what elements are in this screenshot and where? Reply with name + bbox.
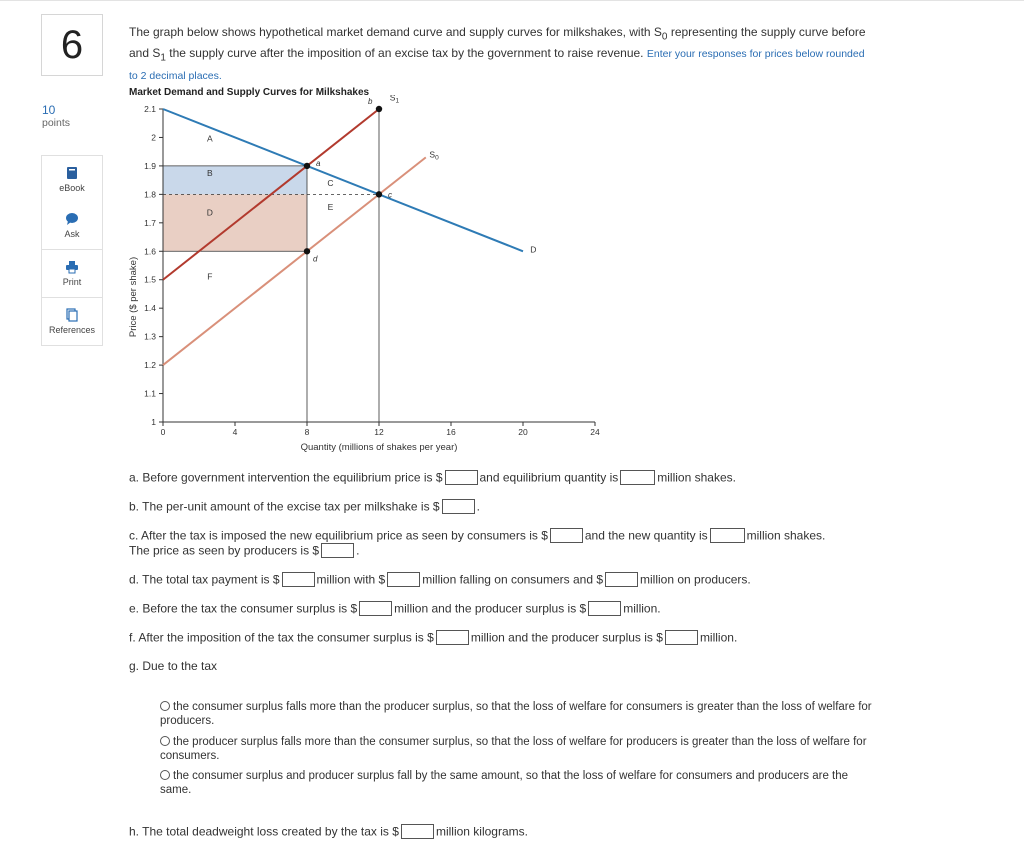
point-label-c: c <box>388 190 392 200</box>
question-e <box>129 601 661 618</box>
point-c <box>376 191 382 197</box>
question-c-text-2: and the new quantity is <box>584 528 708 543</box>
area-label-d: D <box>206 207 213 218</box>
documents-icon <box>65 308 79 322</box>
question-c-text-3: million shakes. <box>746 528 826 543</box>
intro-text-2: representing the supply curve before and S <box>129 25 866 61</box>
references-button[interactable] <box>41 298 103 346</box>
question-d-text-3: million falling on consumers and $ <box>422 572 603 587</box>
y-tick-label: 1.1 <box>144 388 156 399</box>
y-tick-label: 1.8 <box>144 189 156 200</box>
x-tick-label: 12 <box>374 427 384 437</box>
question-a-text-3: million shakes. <box>657 470 736 485</box>
point-d <box>304 248 310 254</box>
intro-sub-0: 0 <box>661 31 668 43</box>
option-3-radio[interactable] <box>160 770 170 780</box>
tax-on-consumers-input[interactable] <box>387 572 420 587</box>
x-tick-label: 8 <box>304 427 310 437</box>
option-1-text: the consumer surplus falls more than the producer surplus, so that the loss of welfare for consumers is greater than the loss of welfare for producers. <box>160 701 872 727</box>
question-d <box>129 572 751 589</box>
question-e-text-1: e. Before the tax the consumer surplus is $ <box>129 601 358 616</box>
points-label: points <box>42 117 71 129</box>
ask-button[interactable] <box>41 202 103 250</box>
print-button[interactable] <box>41 250 103 298</box>
area-label-e: E <box>327 202 334 213</box>
question-g <box>129 659 217 674</box>
points-value: 10 <box>42 103 56 117</box>
question-a <box>129 470 736 487</box>
x-tick-label: 24 <box>590 427 600 437</box>
question-h-text-1: h. The total deadweight loss created by the tax is $ <box>129 824 399 839</box>
area-label-a: A <box>206 133 213 144</box>
option-2[interactable] <box>160 735 880 763</box>
option-1[interactable] <box>160 700 880 728</box>
intro-sub-1: 1 <box>160 52 166 64</box>
question-g-text: g. Due to the tax <box>129 659 218 673</box>
x-tick-label: 16 <box>446 427 456 437</box>
y-tick-label: 2 <box>151 132 156 143</box>
y-tick-label: 2.1 <box>144 104 156 114</box>
y-tick-label: 1.4 <box>144 303 156 314</box>
chart-title: Market Demand and Supply Curves for Milkshakes <box>129 87 370 98</box>
cs-before-input[interactable] <box>359 601 392 616</box>
curve-label-subscript: 1 <box>395 97 400 105</box>
deadweight-loss-input[interactable] <box>401 824 434 839</box>
question-b-text-2: . <box>476 499 480 514</box>
y-tick-label: 1.2 <box>144 360 156 371</box>
ask-label: Ask <box>64 229 80 239</box>
option-2-text: the producer surplus falls more than the consumer surplus, so that the loss of welfare for producers is greater than the loss of welfare for consumers. <box>160 736 867 762</box>
supply-demand-chart <box>120 95 620 457</box>
point-b <box>376 106 382 112</box>
option-2-radio[interactable] <box>160 736 170 746</box>
equilibrium-price-input[interactable] <box>445 470 478 485</box>
area-label-c: C <box>327 177 334 188</box>
x-tick-label: 20 <box>518 427 528 437</box>
question-f-text-1: f. After the imposition of the tax the consumer surplus is $ <box>129 630 434 645</box>
y-tick-label: 1.6 <box>144 246 156 257</box>
references-label: References <box>48 325 96 335</box>
point-label-b: b <box>368 97 373 106</box>
question-f-text-2: million and the producer surplus is $ <box>470 630 663 645</box>
y-tick-label: 1.3 <box>144 331 156 342</box>
ps-before-input[interactable] <box>588 601 621 616</box>
question-number: 6 <box>60 22 84 67</box>
consumer-price-input[interactable] <box>550 528 583 543</box>
question-c-producer <box>129 543 359 560</box>
question-c-text-5: . <box>356 543 360 558</box>
ebook-button[interactable] <box>41 155 103 203</box>
new-quantity-input[interactable] <box>710 528 745 543</box>
book-icon <box>65 166 79 180</box>
option-3[interactable] <box>160 769 880 797</box>
question-f-text-3: million. <box>699 630 738 645</box>
question-d-text-2: million with $ <box>316 572 386 587</box>
question-e-text-2: million and the producer surplus is $ <box>394 601 587 616</box>
curve-label-s0: $S_0$ <box>429 149 439 162</box>
question-b <box>129 499 480 516</box>
ebook-label: eBook <box>59 182 85 193</box>
shaded-region-1 <box>163 166 307 194</box>
question-e-text-3: million. <box>623 601 661 616</box>
intro-text-1: The graph below shows hypothetical market demand curve and supply curves for milkshakes, with S <box>129 25 662 39</box>
question-d-text-1: d. The total tax payment is $ <box>129 572 280 587</box>
area-label-f: F <box>207 271 213 282</box>
area-label-b: B <box>206 167 213 178</box>
point-label-a: a <box>316 158 321 168</box>
chat-bubble-icon <box>65 212 79 226</box>
question-number-box <box>41 14 103 76</box>
excise-tax-input[interactable] <box>442 499 475 514</box>
curve-label-d: D <box>530 244 537 255</box>
printer-icon <box>65 260 79 274</box>
top-divider <box>0 0 1024 1</box>
intro-text-3: the supply curve after the imposition of an excise tax by the government to raise revenue. <box>165 46 647 61</box>
x-tick-label: 4 <box>232 427 238 437</box>
question-f <box>129 630 737 647</box>
y-tick-label: 1 <box>151 417 156 427</box>
ps-after-input[interactable] <box>665 630 698 645</box>
y-tick-label: 1.5 <box>144 274 156 285</box>
question-c-text-4: The price as seen by producers is $ <box>129 543 320 558</box>
question-a-text-1: a. Before government intervention the equilibrium price is $ <box>129 470 443 485</box>
question-h <box>129 824 528 841</box>
point-label-d: d <box>313 254 318 264</box>
x-tick-label: 0 <box>160 427 166 437</box>
tax-on-producers-input[interactable] <box>605 572 638 587</box>
y-tick-label: 1.9 <box>144 160 156 171</box>
total-tax-input[interactable] <box>282 572 315 587</box>
intro-note: Enter your responses for prices below rounded to 2 decimal places. <box>129 48 865 82</box>
question-c-text-1: c. After the tax is imposed the new equilibrium price as seen by consumers is $ <box>129 528 548 543</box>
y-tick-label: 1.7 <box>144 217 156 228</box>
question-h-text-2: million kilograms. <box>435 824 528 839</box>
print-label: Print <box>62 277 82 287</box>
y-axis-label: Price ($ per shake) <box>128 256 139 338</box>
question-intro <box>129 24 869 85</box>
option-1-radio[interactable] <box>160 701 170 711</box>
curve-label-subscript: 0 <box>435 154 439 162</box>
option-3-text: the consumer surplus and producer surplus fall by the same amount, so that the loss of welfare for consumers and producers are the same. <box>160 770 849 796</box>
cs-after-input[interactable] <box>436 630 469 645</box>
point-a <box>304 163 310 169</box>
curve-label-s1: $S_1$ <box>389 95 400 105</box>
question-b-text-1: b. The per-unit amount of the excise tax per milkshake is $ <box>129 499 440 514</box>
equilibrium-quantity-input[interactable] <box>620 470 655 485</box>
producer-price-input[interactable] <box>321 543 354 558</box>
x-axis-label: Quantity (millions of shakes per year) <box>300 442 458 453</box>
question-d-text-4: million on producers. <box>640 572 751 587</box>
question-a-text-2: and equilibrium quantity is <box>479 470 619 485</box>
